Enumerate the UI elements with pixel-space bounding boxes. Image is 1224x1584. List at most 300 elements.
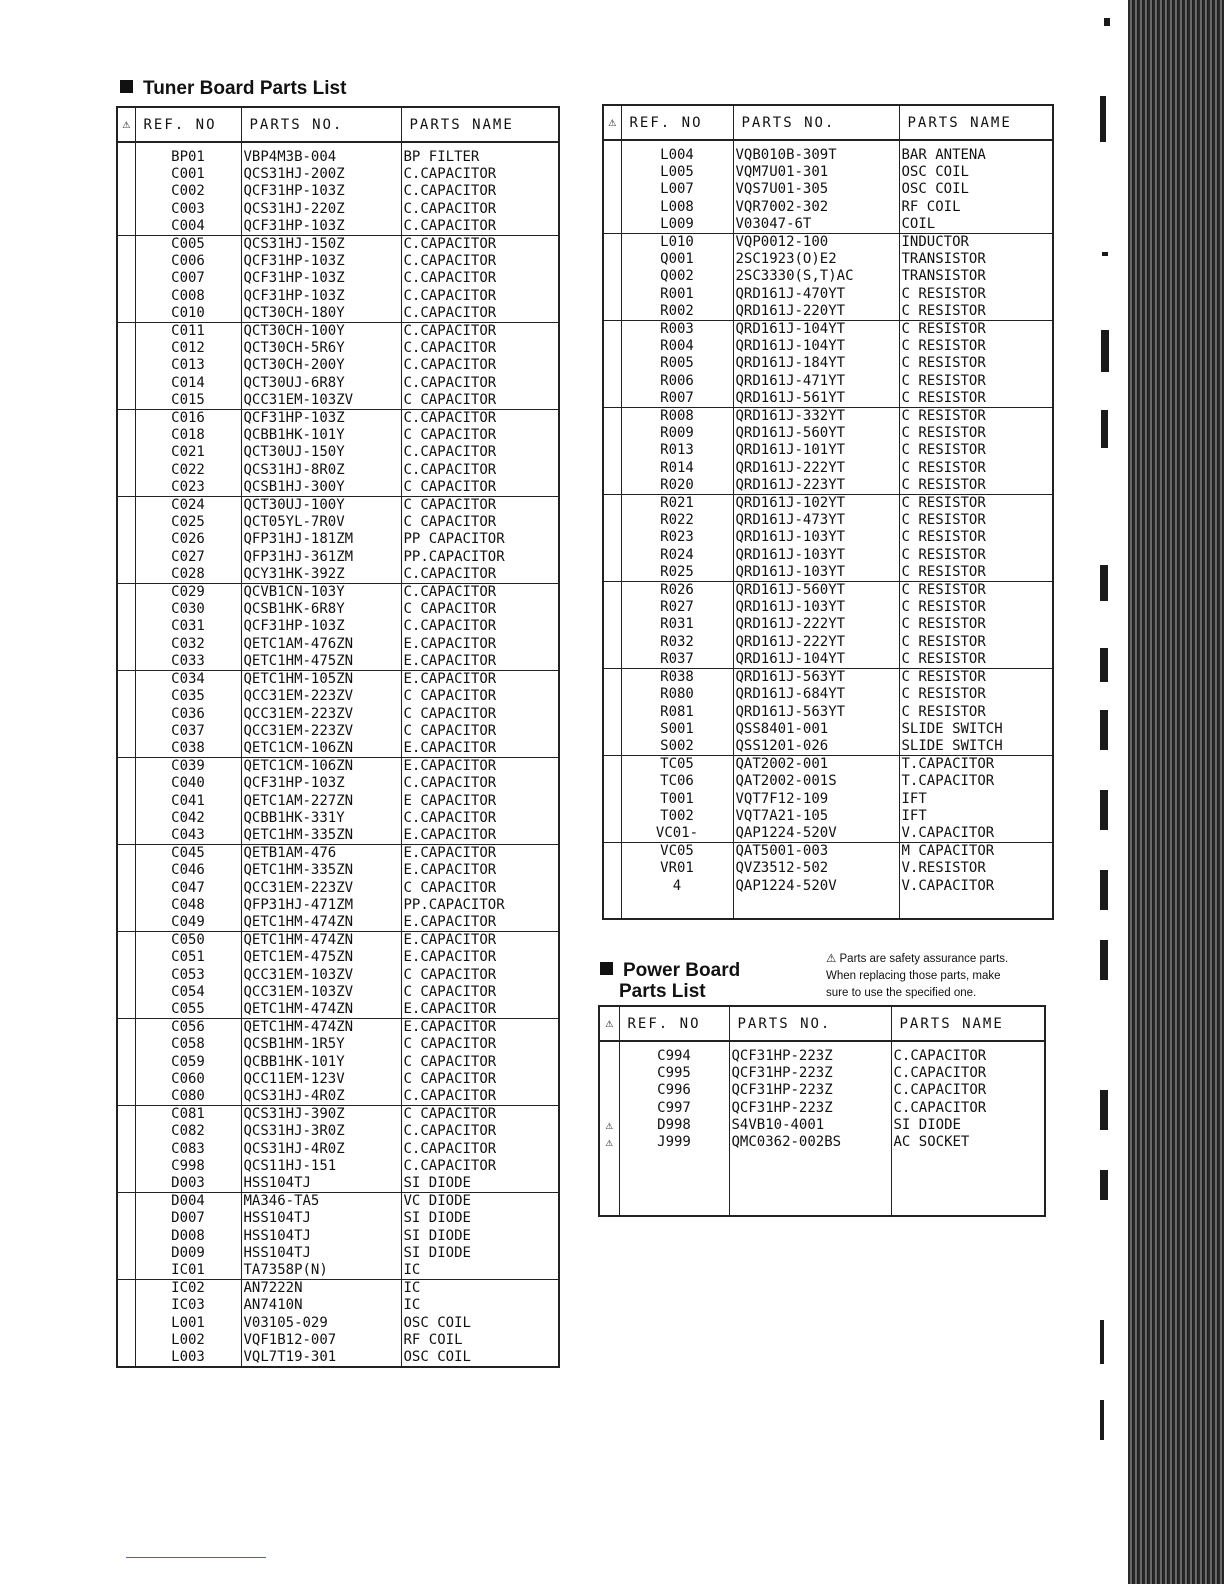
warning-mark	[117, 1158, 135, 1175]
ref-no-cell: T002	[621, 808, 733, 825]
ref-no-cell: C058	[135, 1036, 241, 1053]
warning-mark	[603, 616, 621, 633]
warning-mark	[603, 529, 621, 546]
parts-name-cell: TRANSISTOR	[899, 251, 1053, 268]
warning-mark	[603, 164, 621, 181]
table-row	[603, 686, 1053, 703]
warning-mark	[117, 653, 135, 671]
ref-no-cell: C060	[135, 1071, 241, 1088]
warning-mark	[603, 651, 621, 669]
ref-no-cell: L001	[135, 1315, 241, 1332]
parts-no-cell: QETC1AM-476ZN	[241, 636, 401, 653]
parts-no-cell: QCS31HJ-8R0Z	[241, 462, 401, 479]
parts-no-cell: QCC31EM-103ZV	[241, 967, 401, 984]
parts-no-cell: QCS31HJ-150Z	[241, 236, 401, 254]
empty-cell	[891, 1151, 1045, 1216]
ref-no-cell: R005	[621, 355, 733, 372]
table-row	[117, 706, 559, 723]
parts-no-cell: QCT05YL-7R0V	[241, 514, 401, 531]
table-row	[117, 549, 559, 566]
table-row	[117, 357, 559, 374]
ref-no-cell: C022	[135, 462, 241, 479]
ref-no-cell: C004	[135, 218, 241, 236]
parts-no-cell: QCC31EM-223ZV	[241, 706, 401, 723]
ref-no-cell: C996	[619, 1082, 729, 1099]
parts-name-cell: C.CAPACITOR	[891, 1065, 1045, 1082]
parts-no-cell: QCS31HJ-3R0Z	[241, 1123, 401, 1140]
warning-mark	[603, 808, 621, 825]
warning-mark	[117, 740, 135, 758]
parts-no-cell: QCT30UJ-150Y	[241, 444, 401, 461]
warning-mark	[603, 460, 621, 477]
table-row	[117, 1106, 559, 1124]
table-row	[603, 599, 1053, 616]
table-row	[603, 338, 1053, 355]
warning-mark	[603, 234, 621, 252]
warning-mark	[603, 140, 621, 164]
parts-name-cell: C.CAPACITOR	[401, 201, 559, 218]
warning-mark	[603, 251, 621, 268]
table-row	[117, 1036, 559, 1053]
parts-name-cell: C RESISTOR	[899, 390, 1053, 408]
warning-mark	[117, 775, 135, 792]
parts-name-cell: C.CAPACITOR	[401, 618, 559, 635]
parts-no-cell: QCF31HP-223Z	[729, 1041, 891, 1065]
parts-no-cell: QCF31HP-103Z	[241, 253, 401, 270]
warning-mark	[599, 1065, 619, 1082]
parts-name-cell: C CAPACITOR	[401, 688, 559, 705]
parts-no-cell: QETC1HM-474ZN	[241, 932, 401, 950]
parts-name-cell: C RESISTOR	[899, 669, 1053, 687]
parts-name-cell: C RESISTOR	[899, 477, 1053, 495]
parts-name-cell: V.RESISTOR	[899, 860, 1053, 877]
parts-no-cell: QSS1201-026	[733, 738, 899, 756]
parts-name-cell: PP.CAPACITOR	[401, 549, 559, 566]
parts-no-cell: QCY31HK-392Z	[241, 566, 401, 584]
warning-mark	[117, 862, 135, 879]
parts-no-cell: QCC31EM-223ZV	[241, 688, 401, 705]
ref-no-cell: L010	[621, 234, 733, 252]
ref-no-cell: D003	[135, 1175, 241, 1193]
parts-name-cell: C CAPACITOR	[401, 1106, 559, 1124]
warning-mark	[599, 1082, 619, 1099]
warning-column-header: ⚠	[599, 1006, 619, 1041]
table-row	[603, 390, 1053, 408]
parts-name-cell: T.CAPACITOR	[899, 773, 1053, 790]
parts-no-cell: V03047-6T	[733, 216, 899, 234]
parts-name-cell: C CAPACITOR	[401, 706, 559, 723]
parts-no-cell: QRD161J-561YT	[733, 390, 899, 408]
warning-mark	[117, 410, 135, 428]
parts-name-cell: C RESISTOR	[899, 529, 1053, 546]
ref-no-cell: C025	[135, 514, 241, 531]
warning-mark	[117, 340, 135, 357]
warning-mark	[603, 338, 621, 355]
parts-name-cell: E.CAPACITOR	[401, 1001, 559, 1019]
warning-mark	[117, 392, 135, 410]
warning-mark	[117, 531, 135, 548]
warning-mark	[117, 270, 135, 287]
warning-mark	[603, 495, 621, 513]
table-row	[117, 1349, 559, 1367]
parts-no-cell: QRD161J-103YT	[733, 564, 899, 582]
warning-mark	[117, 636, 135, 653]
parts-no-cell: QRD161J-222YT	[733, 634, 899, 651]
parts-name-cell: C CAPACITOR	[401, 514, 559, 531]
parts-name-cell: IFT	[899, 791, 1053, 808]
warning-mark	[117, 671, 135, 689]
ref-no-cell: R038	[621, 669, 733, 687]
bullet-square-icon	[600, 962, 613, 975]
table-header-row	[603, 105, 1053, 140]
parts-name-cell: E.CAPACITOR	[401, 949, 559, 966]
warning-mark	[603, 408, 621, 426]
table-row	[603, 756, 1053, 774]
table-row	[603, 669, 1053, 687]
ref-no-cell: R027	[621, 599, 733, 616]
parts-no-cell: QETC1HM-335ZN	[241, 827, 401, 845]
parts-no-cell: QCF31HP-103Z	[241, 218, 401, 236]
warning-mark	[117, 688, 135, 705]
ref-no-cell: R024	[621, 547, 733, 564]
table-row	[117, 1315, 559, 1332]
parts-no-header: PARTS NO.	[241, 107, 401, 142]
parts-no-cell: VQS7U01-305	[733, 181, 899, 198]
warning-mark	[117, 1245, 135, 1262]
table-row	[603, 843, 1053, 861]
ref-no-cell: C038	[135, 740, 241, 758]
ref-no-cell: C045	[135, 845, 241, 863]
parts-name-cell: C CAPACITOR	[401, 479, 559, 497]
table-row	[117, 688, 559, 705]
parts-no-cell: VQM7U01-301	[733, 164, 899, 181]
parts-no-cell: MA346-TA5	[241, 1193, 401, 1211]
parts-name-cell: C RESISTOR	[899, 355, 1053, 372]
ref-no-cell: C059	[135, 1054, 241, 1071]
parts-no-cell: QRD161J-471YT	[733, 373, 899, 390]
table-row	[117, 845, 559, 863]
parts-name-cell: SI DIODE	[401, 1175, 559, 1193]
parts-no-cell: QCT30CH-5R6Y	[241, 340, 401, 357]
parts-no-cell: QRD161J-102YT	[733, 495, 899, 513]
ref-no-cell: T001	[621, 791, 733, 808]
warning-mark	[117, 1036, 135, 1053]
warning-mark	[117, 1001, 135, 1019]
warning-mark	[603, 373, 621, 390]
tuner-section-title: Tuner Board Parts List	[120, 78, 346, 100]
ref-no-cell: R003	[621, 321, 733, 339]
warning-mark	[117, 142, 135, 166]
parts-no-cell: VQL7T19-301	[241, 1349, 401, 1367]
warning-column-header: ⚠	[117, 107, 135, 142]
ref-no-cell: R004	[621, 338, 733, 355]
parts-no-cell: QCT30CH-200Y	[241, 357, 401, 374]
parts-name-cell: C.CAPACITOR	[401, 236, 559, 254]
parts-no-cell: QFP31HJ-181ZM	[241, 531, 401, 548]
scan-mark	[1100, 96, 1106, 142]
ref-no-cell: C039	[135, 758, 241, 776]
parts-name-cell: E.CAPACITOR	[401, 862, 559, 879]
table-row	[117, 1175, 559, 1193]
warning-mark	[117, 984, 135, 1001]
parts-name-cell: C.CAPACITOR	[891, 1041, 1045, 1065]
ref-no-cell: C018	[135, 427, 241, 444]
warning-mark: ⚠	[599, 1134, 619, 1151]
parts-name-cell: C CAPACITOR	[401, 984, 559, 1001]
parts-no-cell: HSS104TJ	[241, 1175, 401, 1193]
parts-no-cell: QRD161J-222YT	[733, 616, 899, 633]
ref-no-cell: C054	[135, 984, 241, 1001]
ref-no-cell: C056	[135, 1019, 241, 1037]
table-row	[117, 1228, 559, 1245]
table-row	[117, 392, 559, 410]
warning-mark	[117, 1054, 135, 1071]
scan-mark	[1100, 1320, 1104, 1364]
table-row	[117, 723, 559, 740]
table-row	[117, 288, 559, 305]
warning-mark	[117, 166, 135, 183]
warning-mark	[117, 497, 135, 515]
parts-no-cell: VQT7A21-105	[733, 808, 899, 825]
ref-no-cell: C081	[135, 1106, 241, 1124]
ref-no-cell: TC06	[621, 773, 733, 790]
ref-no-cell: D009	[135, 1245, 241, 1262]
parts-name-cell: IFT	[899, 808, 1053, 825]
scan-mark	[1100, 790, 1108, 830]
warning-mark	[117, 584, 135, 602]
parts-no-cell: QCC31EM-223ZV	[241, 723, 401, 740]
parts-no-cell: QETC1CM-106ZN	[241, 740, 401, 758]
parts-name-cell: C RESISTOR	[899, 460, 1053, 477]
parts-name-cell: OSC COIL	[401, 1315, 559, 1332]
warning-mark	[117, 462, 135, 479]
parts-no-cell: QETC1HM-474ZN	[241, 914, 401, 932]
scan-mark	[1101, 410, 1108, 448]
parts-name-cell: C RESISTOR	[899, 338, 1053, 355]
table-row	[603, 355, 1053, 372]
parts-no-cell: QCT30CH-180Y	[241, 305, 401, 323]
parts-name-cell: OSC COIL	[401, 1349, 559, 1367]
parts-name-cell: C RESISTOR	[899, 442, 1053, 459]
ref-no-cell: BP01	[135, 142, 241, 166]
parts-no-cell: QRD161J-103YT	[733, 529, 899, 546]
parts-name-cell: C.CAPACITOR	[401, 253, 559, 270]
table-row	[117, 514, 559, 531]
parts-no-cell: QRD161J-220YT	[733, 303, 899, 321]
parts-no-cell: QCS31HJ-4R0Z	[241, 1088, 401, 1106]
ref-no-cell: R023	[621, 529, 733, 546]
warning-mark	[117, 566, 135, 584]
table-row	[603, 303, 1053, 321]
warning-mark	[599, 1041, 619, 1065]
ref-no-cell: L009	[621, 216, 733, 234]
parts-no-cell: QCF31HP-103Z	[241, 775, 401, 792]
warning-mark	[603, 860, 621, 877]
parts-no-cell: QETC1AM-227ZN	[241, 793, 401, 810]
table-row	[117, 1001, 559, 1019]
parts-no-cell: QETC1EM-475ZN	[241, 949, 401, 966]
table-row	[599, 1065, 1045, 1082]
parts-no-cell: QFP31HJ-361ZM	[241, 549, 401, 566]
table-row	[603, 582, 1053, 600]
parts-no-cell: QCBB1HK-101Y	[241, 1054, 401, 1071]
parts-no-cell: QRD161J-103YT	[733, 599, 899, 616]
parts-no-cell: QAT2002-001S	[733, 773, 899, 790]
warning-mark	[117, 427, 135, 444]
ref-no-cell: L007	[621, 181, 733, 198]
ref-no-cell: R001	[621, 286, 733, 303]
table-row	[117, 967, 559, 984]
parts-no-cell: QMC0362-002BS	[729, 1134, 891, 1151]
table-row	[117, 1210, 559, 1227]
scan-mark	[1100, 870, 1108, 910]
scan-mark	[1100, 1400, 1104, 1440]
warning-mark	[117, 444, 135, 461]
parts-name-header: PARTS NAME	[891, 1006, 1045, 1041]
parts-no-cell: QRD161J-222YT	[733, 460, 899, 477]
parts-name-cell: C.CAPACITOR	[401, 375, 559, 392]
table-row	[117, 653, 559, 671]
table-row	[117, 862, 559, 879]
parts-no-cell: QRD161J-684YT	[733, 686, 899, 703]
ref-no-cell: C997	[619, 1100, 729, 1117]
warning-mark	[603, 878, 621, 895]
ref-no-cell: R031	[621, 616, 733, 633]
table-row	[603, 234, 1053, 252]
ref-no-cell: VC05	[621, 843, 733, 861]
table-row	[117, 1245, 559, 1262]
ref-no-cell: L002	[135, 1332, 241, 1349]
warning-mark	[117, 914, 135, 932]
table-row	[603, 651, 1053, 669]
table-row	[117, 1280, 559, 1298]
warning-mark	[117, 1019, 135, 1037]
ref-no-cell: C036	[135, 706, 241, 723]
table-row	[603, 477, 1053, 495]
parts-name-cell: C.CAPACITOR	[401, 323, 559, 341]
bullet-square-icon	[120, 80, 133, 93]
parts-name-cell: IC	[401, 1280, 559, 1298]
parts-name-cell: E CAPACITOR	[401, 793, 559, 810]
scan-mark	[1102, 252, 1108, 256]
warning-mark	[603, 704, 621, 721]
table-row	[603, 164, 1053, 181]
ref-no-cell: C998	[135, 1158, 241, 1175]
scanned-page-edge	[1128, 0, 1224, 1584]
scan-mark	[1100, 1170, 1108, 1200]
table-row	[117, 1158, 559, 1175]
parts-name-cell: C.CAPACITOR	[401, 340, 559, 357]
table-row	[603, 460, 1053, 477]
parts-no-cell: QRD161J-103YT	[733, 547, 899, 564]
ref-no-cell: D004	[135, 1193, 241, 1211]
parts-name-cell: OSC COIL	[899, 164, 1053, 181]
parts-no-cell: QCS31HJ-200Z	[241, 166, 401, 183]
table-row	[117, 323, 559, 341]
ref-no-cell: R006	[621, 373, 733, 390]
ref-no-cell: S001	[621, 721, 733, 738]
parts-name-cell: PP CAPACITOR	[401, 531, 559, 548]
table-row	[117, 340, 559, 357]
ref-no-cell: C014	[135, 375, 241, 392]
warning-mark	[117, 845, 135, 863]
table-row	[603, 216, 1053, 234]
warning-mark	[603, 634, 621, 651]
tuner-parts-table-left	[116, 106, 560, 1368]
table-row	[117, 984, 559, 1001]
parts-no-header: PARTS NO.	[729, 1006, 891, 1041]
ref-no-cell: D007	[135, 1210, 241, 1227]
warning-mark	[603, 303, 621, 321]
parts-name-cell: E.CAPACITOR	[401, 740, 559, 758]
parts-no-cell: QETC1HM-475ZN	[241, 653, 401, 671]
ref-no-cell: TC05	[621, 756, 733, 774]
warning-mark	[603, 738, 621, 756]
table-row	[117, 566, 559, 584]
table-row	[117, 305, 559, 323]
ref-no-cell: L003	[135, 1349, 241, 1367]
parts-name-cell: C RESISTOR	[899, 564, 1053, 582]
parts-no-cell: AN7410N	[241, 1297, 401, 1314]
table-row	[599, 1134, 1045, 1151]
parts-no-cell: QETC1HM-335ZN	[241, 862, 401, 879]
parts-no-cell: TA7358P(N)	[241, 1262, 401, 1280]
table-row	[117, 793, 559, 810]
ref-no-cell: C050	[135, 932, 241, 950]
warning-mark	[603, 564, 621, 582]
warning-mark	[117, 1088, 135, 1106]
warning-mark	[603, 442, 621, 459]
ref-no-cell: D998	[619, 1117, 729, 1134]
scan-mark	[1100, 710, 1108, 750]
ref-no-cell: IC02	[135, 1280, 241, 1298]
parts-name-cell: M CAPACITOR	[899, 843, 1053, 861]
parts-no-cell: QCS31HJ-4R0Z	[241, 1141, 401, 1158]
parts-no-cell: QFP31HJ-471ZM	[241, 897, 401, 914]
table-row	[603, 634, 1053, 651]
ref-no-cell: C053	[135, 967, 241, 984]
warning-mark	[117, 357, 135, 374]
ref-no-header: REF. NO	[135, 107, 241, 142]
table-row	[603, 564, 1053, 582]
ref-no-cell: C082	[135, 1123, 241, 1140]
warning-mark	[603, 286, 621, 303]
parts-name-cell: C RESISTOR	[899, 425, 1053, 442]
ref-no-cell: R009	[621, 425, 733, 442]
parts-no-cell: QCC31EM-223ZV	[241, 880, 401, 897]
parts-name-cell: E.CAPACITOR	[401, 827, 559, 845]
parts-name-cell: SLIDE SWITCH	[899, 721, 1053, 738]
parts-no-cell: QRD161J-223YT	[733, 477, 899, 495]
table-row	[603, 199, 1053, 216]
parts-no-cell: VBP4M3B-004	[241, 142, 401, 166]
ref-no-header: REF. NO	[619, 1006, 729, 1041]
table-row	[117, 880, 559, 897]
parts-no-cell: QCF31HP-103Z	[241, 270, 401, 287]
table-row	[603, 825, 1053, 843]
warning-mark	[117, 949, 135, 966]
parts-no-cell: QCF31HP-103Z	[241, 618, 401, 635]
parts-name-cell: V.CAPACITOR	[899, 825, 1053, 843]
ref-no-cell: C003	[135, 201, 241, 218]
empty-cell	[899, 895, 1053, 919]
ref-no-cell: C001	[135, 166, 241, 183]
table-row	[117, 479, 559, 497]
parts-name-cell: SI DIODE	[891, 1117, 1045, 1134]
parts-name-cell: E.CAPACITOR	[401, 636, 559, 653]
ref-no-cell: C042	[135, 810, 241, 827]
parts-name-cell: C RESISTOR	[899, 373, 1053, 390]
